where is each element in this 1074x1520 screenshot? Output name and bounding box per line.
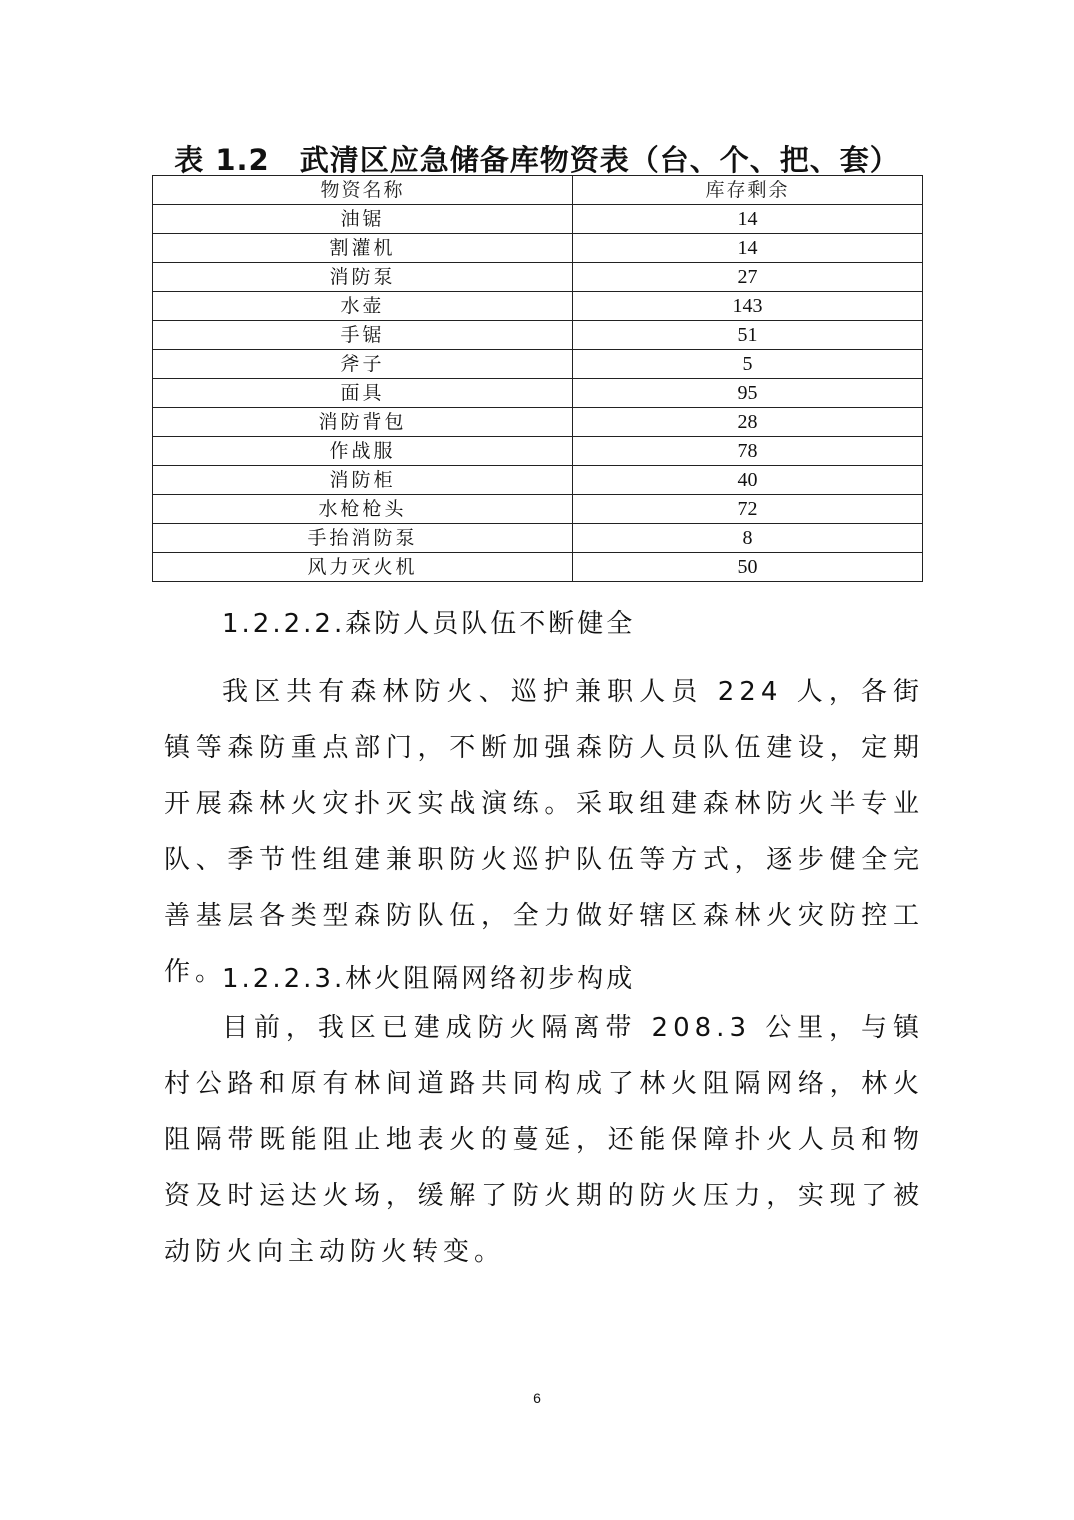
item-qty: 143 bbox=[573, 292, 923, 321]
item-qty: 28 bbox=[573, 408, 923, 437]
item-name: 作战服 bbox=[153, 437, 573, 466]
item-name: 水枪枪头 bbox=[153, 495, 573, 524]
table-row bbox=[153, 408, 923, 437]
item-qty: 78 bbox=[573, 437, 923, 466]
item-name: 消防背包 bbox=[153, 408, 573, 437]
table-row bbox=[153, 263, 923, 292]
table-row bbox=[153, 524, 923, 553]
item-qty: 5 bbox=[573, 350, 923, 379]
header-remaining-stock: 库存剩余 bbox=[573, 176, 923, 205]
table-row bbox=[153, 466, 923, 495]
item-name: 手抬消防泵 bbox=[153, 524, 573, 553]
section-heading-firebreak: 1.2.2.3.林火阻隔网络初步构成 bbox=[222, 964, 636, 994]
item-qty: 72 bbox=[573, 495, 923, 524]
header-item-name: 物资名称 bbox=[153, 176, 573, 205]
item-qty: 8 bbox=[573, 524, 923, 553]
item-name: 斧子 bbox=[153, 350, 573, 379]
table-row bbox=[153, 292, 923, 321]
paragraph-firebreak: 目前，我区已建成防火隔离带 208.3 公里，与镇村公路和原有林间道路共同构成了林火阻隔网络，林火阻隔带既能阻止地表火的蔓延，还能保障扑火人员和物资及时运达火场，缓解了防火期的防火压力，实现了被动防火向主动防火转变。 bbox=[164, 1013, 924, 1267]
item-qty: 50 bbox=[573, 553, 923, 582]
supplies-table bbox=[152, 175, 923, 582]
item-name: 面具 bbox=[153, 379, 573, 408]
item-name: 风力灭火机 bbox=[153, 553, 573, 582]
item-qty: 95 bbox=[573, 379, 923, 408]
table-row bbox=[153, 553, 923, 582]
table-header-row bbox=[153, 176, 923, 205]
item-qty: 14 bbox=[573, 205, 923, 234]
table-row bbox=[153, 437, 923, 466]
item-name: 消防泵 bbox=[153, 263, 573, 292]
item-name: 水壶 bbox=[153, 292, 573, 321]
table-row bbox=[153, 379, 923, 408]
table-row bbox=[153, 234, 923, 263]
item-name: 消防柜 bbox=[153, 466, 573, 495]
item-name: 油锯 bbox=[153, 205, 573, 234]
table-row bbox=[153, 205, 923, 234]
page-number: 6 bbox=[533, 1390, 541, 1406]
table-row bbox=[153, 350, 923, 379]
paragraph-personnel: 我区共有森林防火、巡护兼职人员 224 人，各街镇等森防重点部门，不断加强森防人员队伍建设，定期开展森林火灾扑灭实战演练。采取组建森林防火半专业队、季节性组建兼职防火巡护队伍等方式，逐步健全完善基层各类型森防队伍，全力做好辖区森林火灾防控工作。 bbox=[164, 677, 924, 987]
item-name: 手锯 bbox=[153, 321, 573, 350]
item-qty: 14 bbox=[573, 234, 923, 263]
item-qty: 40 bbox=[573, 466, 923, 495]
table-row bbox=[153, 495, 923, 524]
item-name: 割灌机 bbox=[153, 234, 573, 263]
table-row bbox=[153, 321, 923, 350]
item-qty: 27 bbox=[573, 263, 923, 292]
item-qty: 51 bbox=[573, 321, 923, 350]
table-title: 表 1.2 武清区应急储备库物资表（台、个、把、套） bbox=[174, 143, 900, 177]
section-heading-personnel: 1.2.2.2.森防人员队伍不断健全 bbox=[222, 609, 636, 639]
